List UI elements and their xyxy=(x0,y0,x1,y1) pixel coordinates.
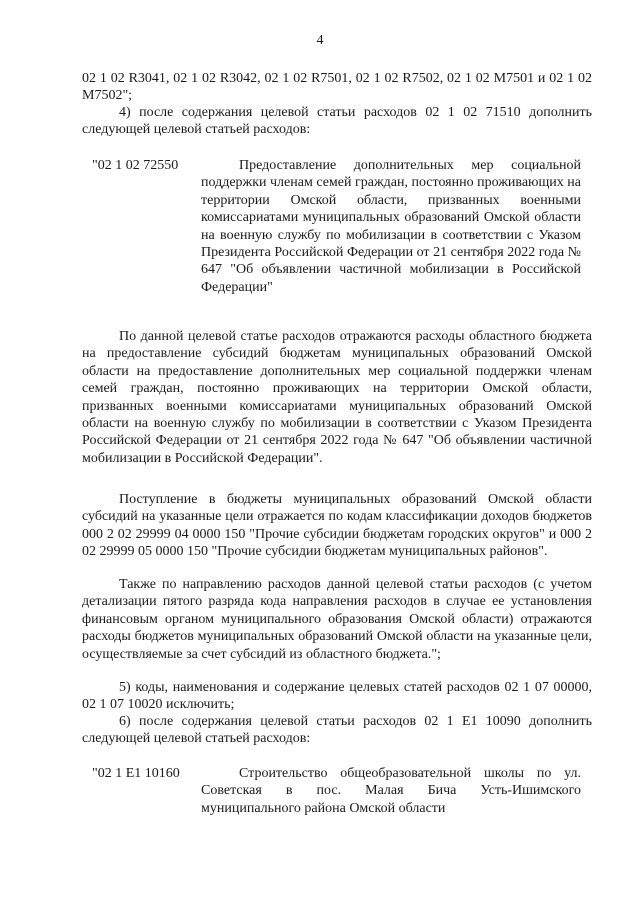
amendment-item-6: 6) после содержания целевой статьи расходов 02 1 E1 10090 дополнить следующей целевой статьей расходов: xyxy=(82,714,592,747)
target-article-description: Строительство общеобразовательной школы по ул. Советская в пос. Малая Бича Усть-Ишимского муниципального района Омской области xyxy=(201,766,581,816)
amendment-item-4: 4) после содержания целевой статьи расходов 02 1 02 71510 дополнить следующей целевой статьей расходов: xyxy=(82,105,592,138)
body-paragraph: Поступление в бюджеты муниципальных образований Омской области субсидий на указанные цели отражается по кодам классификации доходов бюджетов 000 2 02 29999 04 0000 150 "Прочие субсидии бюджетам городских округов" и 000 2 02 29999 05 0000 150 "Прочие субсидии бюджетам муниципальных районов". xyxy=(82,492,592,560)
page-number: 4 xyxy=(316,33,324,48)
body-paragraph: По данной целевой статье расходов отражаются расходы областного бюджета на предоставление субсидий бюджетам муниципальных образований Омской области на предоставление дополнительных мер социальной поддержки членам семей граждан, постоянно проживающих на территории Омской области, призванных военными комиссариатами муниципальных образований Омской области на военную службу по мобилизации в соответствии с Указом Президента Российской Федерации от 21 сентября 2022 года № 647 "Об объявлении частичной мобилизации в Российской Федерации". xyxy=(82,329,592,466)
target-article-code: "02 1 02 72550 xyxy=(92,158,179,173)
body-paragraph: Также по направлению расходов данной целевой статьи расходов (с учетом детализации пятого разряда кода направления расходов в случае ее установления финансовым органом муниципального образования Омской области) отражаются расходы бюджетов муниципальных образований Омской области на указанные цели, осуществляемые за счет субсидий из областного бюджета."; xyxy=(82,577,592,662)
continuation-paragraph: 02 1 02 R3041, 02 1 02 R3042, 02 1 02 R7501, 02 1 02 R7502, 02 1 02 M7501 и 02 1 02 M7502"; xyxy=(82,71,592,104)
amendment-item-5: 5) коды, наименования и содержание целевых статей расходов 02 1 07 00000, 02 1 07 10020 исключить; xyxy=(82,680,592,713)
target-article-code: "02 1 E1 10160 xyxy=(92,766,180,781)
target-article-description: Предоставление дополнительных мер социальной поддержки членам семей граждан, постоянно проживающих на территории Омской области, призванных военными комиссариатами муниципальных образований Омской области на военную службу по мобилизации в соответствии с Указом Президента Российской Федерации от 21 сентября 2022 года № 647 "Об объявлении частичной мобилизации в Российской Федерации" xyxy=(201,158,581,295)
